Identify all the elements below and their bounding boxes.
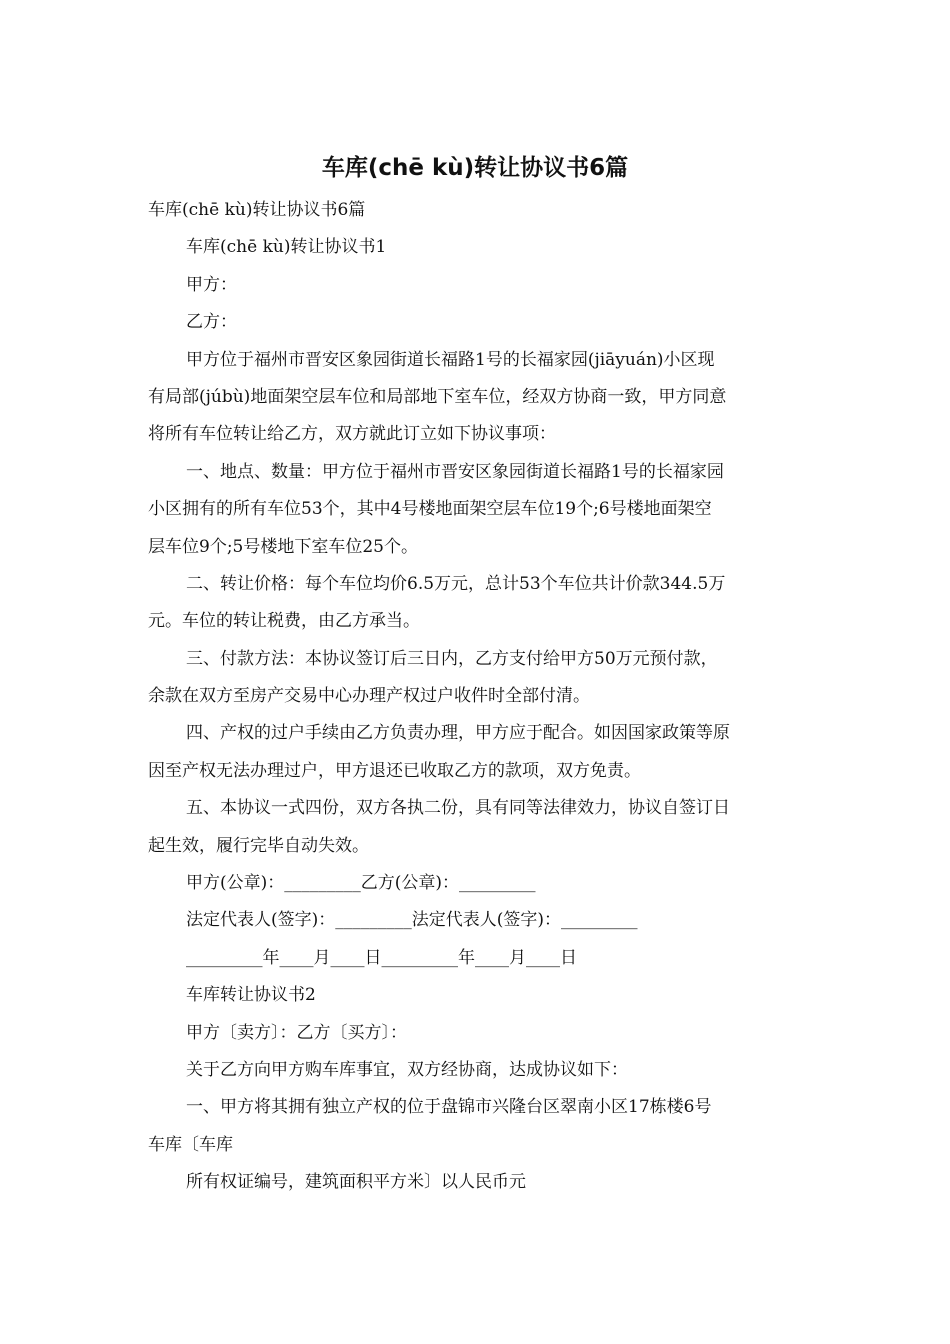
section-heading-1: 车库(chē kù)转让协议书1 — [186, 237, 387, 258]
clause-1-line: 小区拥有的所有车位53个，其中4号楼地面架空层车位19个;6号楼地面架空 — [148, 499, 712, 520]
paragraph-line: 甲方位于福州市晋安区象园街道长福路1号的长福家园(jiāyuán)小区现 — [186, 349, 715, 370]
paragraph-line: 有局部(júbù)地面架空层车位和局部地下室车位，经双方协商一致，甲方同意 — [148, 386, 727, 407]
clause-2-line: 二、转让价格：每个车位均价6.5万元，总计53个车位共计价款344.5万 — [186, 573, 726, 594]
clause-2-line: 元。车位的转让税费，由乙方承当。 — [148, 611, 420, 632]
document-title: 车库(chē kù)转让协议书6篇 — [321, 155, 629, 181]
clause-4-line: 因至产权无法办理过户，甲方退还已收取乙方的款项，双方免责。 — [148, 760, 641, 781]
clause-3-line: 三、付款方法：本协议签订后三日内，乙方支付给甲方50万元预付款， — [186, 648, 718, 669]
parties-line: 甲方〔卖方〕：乙方〔买方〕： — [186, 1022, 407, 1043]
section-heading-2: 车库转让协议书2 — [186, 985, 316, 1006]
subtitle-line: 车库(chē kù)转让协议书6篇 — [148, 200, 366, 220]
party-a-label: 甲方： — [186, 274, 237, 295]
clause-1-line: 一、地点、数量：甲方位于福州市晋安区象园街道长福路1号的长福家园 — [186, 461, 724, 482]
party-b-label: 乙方： — [186, 312, 237, 333]
paragraph-line: 将所有车位转让给乙方，双方就此订立如下协议事项： — [148, 424, 556, 445]
clause-line: 车库〔车库 — [148, 1134, 233, 1155]
date-line: _________年____月____日_________年____月____日 — [186, 947, 577, 968]
clause-line: 一、甲方将其拥有独立产权的位于盘锦市兴隆台区翠南小区17栋楼6号 — [186, 1097, 712, 1118]
paragraph-line: 关于乙方向甲方购车库事宜，双方经协商，达成协议如下： — [186, 1059, 628, 1080]
clause-3-line: 余款在双方至房产交易中心办理产权过户收件时全部付清。 — [148, 686, 590, 707]
document-body — [148, 192, 804, 1202]
seal-line: 甲方(公章)：_________乙方(公章)：_________ — [186, 873, 536, 894]
clause-1-line: 层车位9个;5号楼地下室车位25个。 — [148, 536, 418, 557]
clause-5-line: 起生效，履行完毕自动失效。 — [148, 835, 369, 856]
signature-line: 法定代表人(签字)：_________法定代表人(签字)：_________ — [186, 910, 638, 931]
clause-5-line: 五、本协议一式四份，双方各执二份，具有同等法律效力，协议自签订日 — [186, 798, 730, 819]
clause-line: 所有权证编号，建筑面积平方米〕以人民币元 — [186, 1172, 526, 1193]
clause-4-line: 四、产权的过户手续由乙方负责办理，甲方应于配合。如因国家政策等原 — [186, 723, 730, 744]
